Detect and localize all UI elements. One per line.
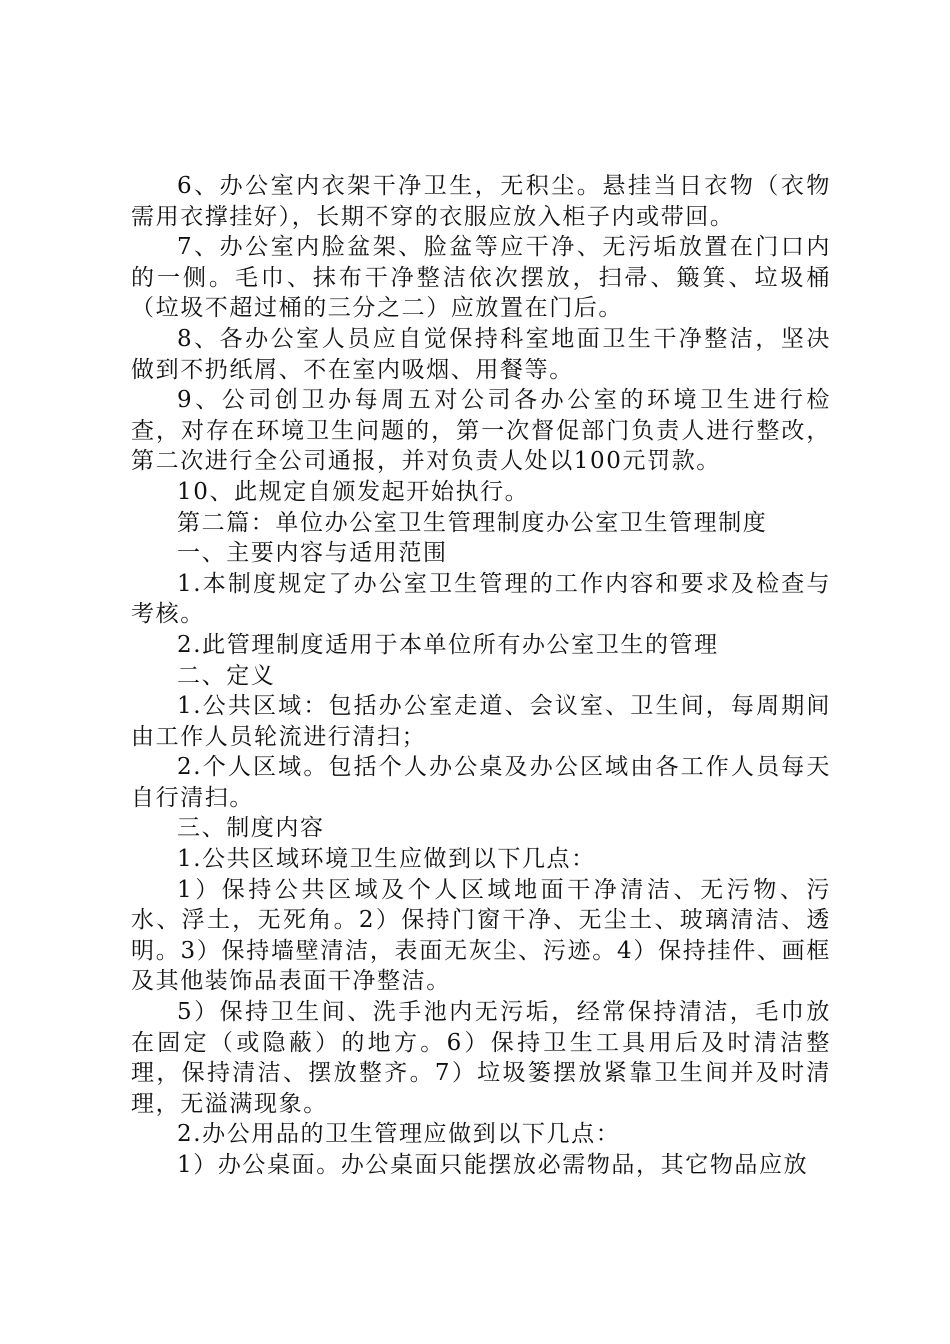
- heading-rules: 三、制度内容: [177, 815, 325, 842]
- paragraph-scope-2: 2.此管理制度适用于本单位所有办公室卫生的管理: [177, 631, 719, 658]
- paragraph-desk-surface: 1）办公桌面。办公桌面只能摆放必需物品，其它物品应放: [177, 1152, 809, 1178]
- paragraph-public-hygiene-intro: 1.公共区域环境卫生应做到以下几点：: [177, 846, 596, 873]
- paragraph-inspection: 9、公司创卫办每周五对公司各办公室的环境卫生进行检查，对存在环境卫生问题的，第一次督促部门负责人进行整改，第二次进行全公司通报，并对负责人处以100元罚款。: [131, 387, 831, 475]
- paragraph-effective-date: 10、此规定自颁发起开始执行。: [177, 478, 530, 505]
- paragraph-public-hygiene-items-2: 5）保持卫生间、洗手池内无污垢，经常保持清洁，毛巾放在固定（或隐蔽）的地方。6）保持卫生工具用后及时清洁整理，保持清洁、摆放整齐。7）垃圾篓摆放紧靠卫生间并及时清理，无溢满现象。: [131, 999, 831, 1117]
- section-title-part-two: 第二篇：单位办公室卫生管理制度办公室卫生管理制度: [177, 509, 768, 536]
- paragraph-washbasin: 7、办公室内脸盆架、脸盆等应干净、无污垢放置在门口内的一侧。毛巾、抹布干净整洁依次摆放，扫帚、簸箕、垃圾桶（垃圾不超过桶的三分之二）应放置在门后。: [131, 234, 831, 322]
- paragraph-floor-hygiene: 8、各办公室人员应自觉保持科室地面卫生干净整洁，坚决做到不扔纸屑、不在室内吸烟、用餐等。: [131, 325, 831, 383]
- paragraph-public-area: 1.公共区域：包括办公室走道、会议室、卫生间，每周期间由工作人员轮流进行清扫；: [131, 693, 831, 750]
- paragraph-public-hygiene-items-1: 1）保持公共区域及个人区域地面干净清洁、无污物、污水、浮土，无死角。2）保持门窗干净、无尘土、玻璃清洁、透明。3）保持墙壁清洁，表面无灰尘、污迹。4）保持挂件、画框及其他装饰品表面干净整洁。: [131, 876, 831, 995]
- document-body: [131, 171, 831, 1181]
- paragraph-coat-rack: 6、办公室内衣架干净卫生，无积尘。悬挂当日衣物（衣物需用衣撑挂好），长期不穿的衣服应放入柜子内或带回。: [131, 173, 831, 230]
- heading-scope: 一、主要内容与适用范围: [177, 540, 448, 567]
- paragraph-scope-1: 1.本制度规定了办公室卫生管理的工作内容和要求及检查与考核。: [131, 570, 831, 628]
- paragraph-personal-area: 2.个人区域。包括个人办公桌及办公区域由各工作人员每天自行清扫。: [131, 754, 831, 811]
- paragraph-office-supplies-intro: 2.办公用品的卫生管理应做到以下几点：: [177, 1121, 621, 1148]
- heading-definitions: 二、定义: [177, 662, 276, 689]
